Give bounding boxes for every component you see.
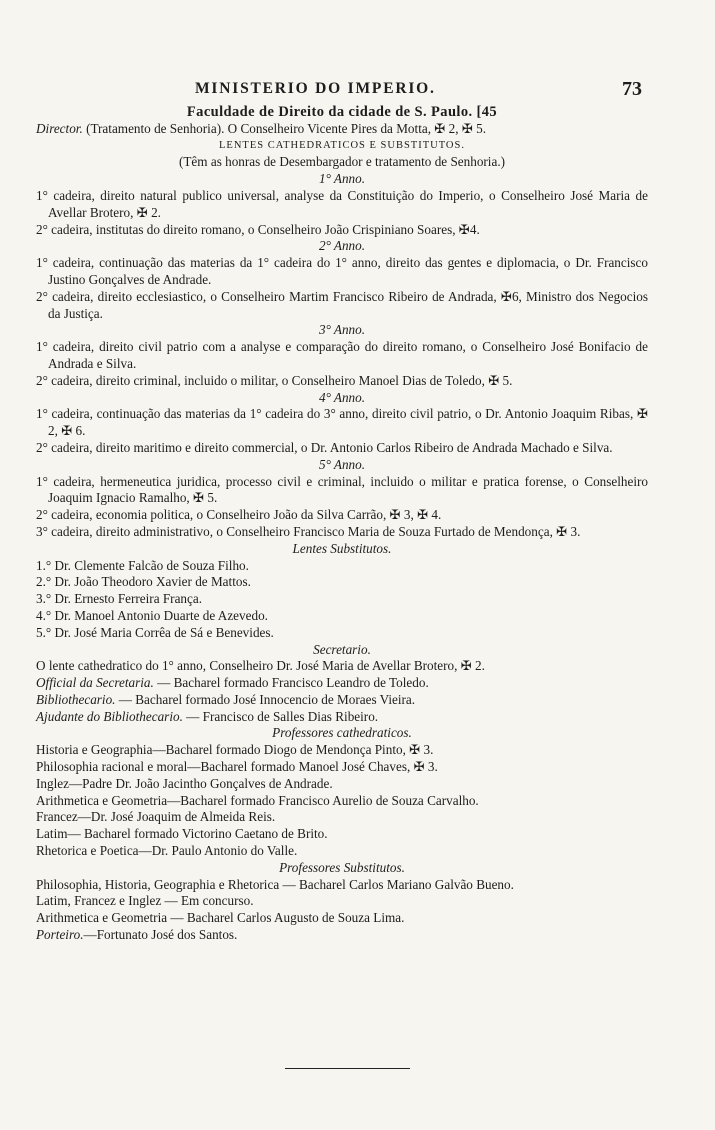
professor-line: Rhetorica e Poetica—Dr. Paulo Antonio do Valle. (36, 843, 298, 859)
professor-substituto-line: Latim, Francez e Inglez — Em concurso. (36, 893, 254, 909)
director-text: (Tratamento de Senhoria). O Conselheiro Vicente Pires da Motta, ✠ 2, ✠ 5. (82, 120, 487, 136)
anno-4-line: 1° cadeira, continuação das materias da 1° cadeira do 3° anno, direito civil patrio, o Dr. Antonio Joaquim Ribas, ✠ 2, ✠ 6. (36, 406, 648, 439)
anno-2-line: 2° cadeira, direito ecclesiastico, o Conselheiro Martim Francisco Ribeiro de Andrada, ✠6, Ministro dos Negocios da Justiça. (36, 288, 648, 321)
anno-1-line: 2° cadeira, institutas do direito romano, o Conselheiro João Crispiniano Soares, ✠4. (36, 221, 480, 237)
closing-rule (285, 1068, 410, 1069)
professor-substituto-line: Philosophia, Historia, Geographia e Rhetorica — Bacharel Carlos Mariano Galvão Bueno. (36, 876, 514, 892)
anno-5-line: 3° cadeira, direito administrativo, o Conselheiro Francisco Maria de Souza Furtado de Mendonça, ✠ 3. (36, 523, 581, 539)
secretario-line: O lente cathedratico do 1° anno, Conselheiro Dr. José Maria de Avellar Brotero, ✠ 2. (36, 658, 485, 674)
anno-5-line: 2° cadeira, economia politica, o Conselheiro João da Silva Carrão, ✠ 3, ✠ 4. (36, 507, 442, 523)
professores-substitutos-heading: Professores Substitutos. (279, 859, 405, 875)
director-label: Director. (36, 120, 83, 136)
faculty-title: Faculdade de Direito da cidade de S. Paulo. [45 (186, 104, 498, 120)
lentes-note: (Têm as honras de Desembargador e tratamento de Senhoria.) (178, 154, 506, 170)
ajudante-label: Ajudante do Bibliothecario. (36, 708, 183, 724)
anno-3-line: 1° cadeira, direito civil patrio com a analyse e comparação do direito romano, o Conselheiro José Bonifacio de Andrada e Silva. (36, 339, 648, 371)
substituto-line: 3.° Dr. Ernesto Ferreira França. (36, 591, 203, 607)
official-text: — Bacharel formado Francisco Leandro de Toledo. (153, 675, 429, 691)
professores-cathedraticos-heading: Professores cathedraticos. (272, 725, 412, 741)
page-header (0, 76, 715, 106)
professor-line: Francez—Dr. José Joaquim de Almeida Reis. (36, 809, 276, 825)
page-body (36, 104, 648, 944)
official-label: Official da Secretaria. (36, 675, 154, 691)
page-number: 73 (622, 78, 642, 100)
director-line (36, 121, 648, 138)
anno-4-heading: 4° Anno. (318, 389, 366, 405)
porteiro-label: Porteiro. (36, 927, 84, 943)
substituto-line: 1.° Dr. Clemente Falcão de Souza Filho. (36, 557, 249, 573)
lentes-heading: LENTES CATHEDRATICOS E SUBSTITUTOS. (219, 139, 465, 151)
substitutos-heading: Lentes Substitutos. (292, 540, 392, 556)
secretario-heading: Secretario. (313, 641, 371, 657)
substituto-line: 5.° Dr. José Maria Corrêa de Sá e Benevides. (36, 624, 274, 640)
anno-3-heading: 3° Anno. (318, 322, 366, 338)
porteiro-text: —Fortunato José dos Santos. (83, 927, 238, 943)
official-line (36, 675, 648, 692)
anno-2-heading: 2° Anno. (318, 238, 366, 254)
professor-line: Arithmetica e Geometria—Bacharel formado Francisco Aurelio de Souza Carvalho. (36, 792, 479, 808)
running-title: MINISTERIO DO IMPERIO. (195, 80, 436, 97)
anno-2-line: 1° cadeira, continuação das materias da 1° cadeira do 1° anno, direito das gentes e diplomacia, o Dr. Francisco Justino Gonçalves de Andrade. (36, 255, 648, 287)
bibliothecario-text: — Bacharel formado José Innocencio de Moraes Vieira. (115, 691, 416, 707)
professor-line: Philosophia racional e moral—Bacharel formado Manoel José Chaves, ✠ 3. (36, 759, 438, 775)
professor-substituto-line: Arithmetica e Geometria — Bacharel Carlos Augusto de Souza Lima. (36, 910, 405, 926)
anno-5-heading: 5° Anno. (318, 456, 366, 472)
substituto-line: 4.° Dr. Manoel Antonio Duarte de Azevedo. (36, 607, 268, 623)
professor-line: Inglez—Padre Dr. João Jacintho Gonçalves de Andrade. (36, 775, 333, 791)
bibliothecario-label: Bibliothecario. (36, 691, 116, 707)
professor-line: Latim— Bacharel formado Victorino Caetano de Brito. (36, 826, 328, 842)
anno-3-line: 2° cadeira, direito criminal, incluido o militar, o Conselheiro Manoel Dias de Toledo, ✠ 5. (36, 372, 513, 388)
ajudante-line (36, 709, 648, 726)
substituto-line: 2.° Dr. João Theodoro Xavier de Mattos. (36, 574, 251, 590)
porteiro-line (36, 927, 648, 944)
anno-1-heading: 1° Anno. (318, 171, 366, 187)
anno-1-line: 1° cadeira, direito natural publico universal, analyse da Constituição do Imperio, o Conselheiro José Maria de Avellar Brotero, ✠ 2. (36, 187, 648, 220)
ajudante-text: — Francisco de Salles Dias Ribeiro. (182, 708, 379, 724)
anno-4-line: 2° cadeira, direito maritimo e direito commercial, o Dr. Antonio Carlos Ribeiro de Andrada Machado e Silva. (36, 439, 613, 455)
bibliothecario-line (36, 692, 648, 709)
professor-line: Historia e Geographia—Bacharel formado Diogo de Mendonça Pinto, ✠ 3. (36, 742, 434, 758)
anno-5-line: 1° cadeira, hermeneutica juridica, processo civil e criminal, incluido o militar e pratica forense, o Conselheiro Joaquim Ignacio Ramalho, ✠ 5. (36, 473, 648, 506)
